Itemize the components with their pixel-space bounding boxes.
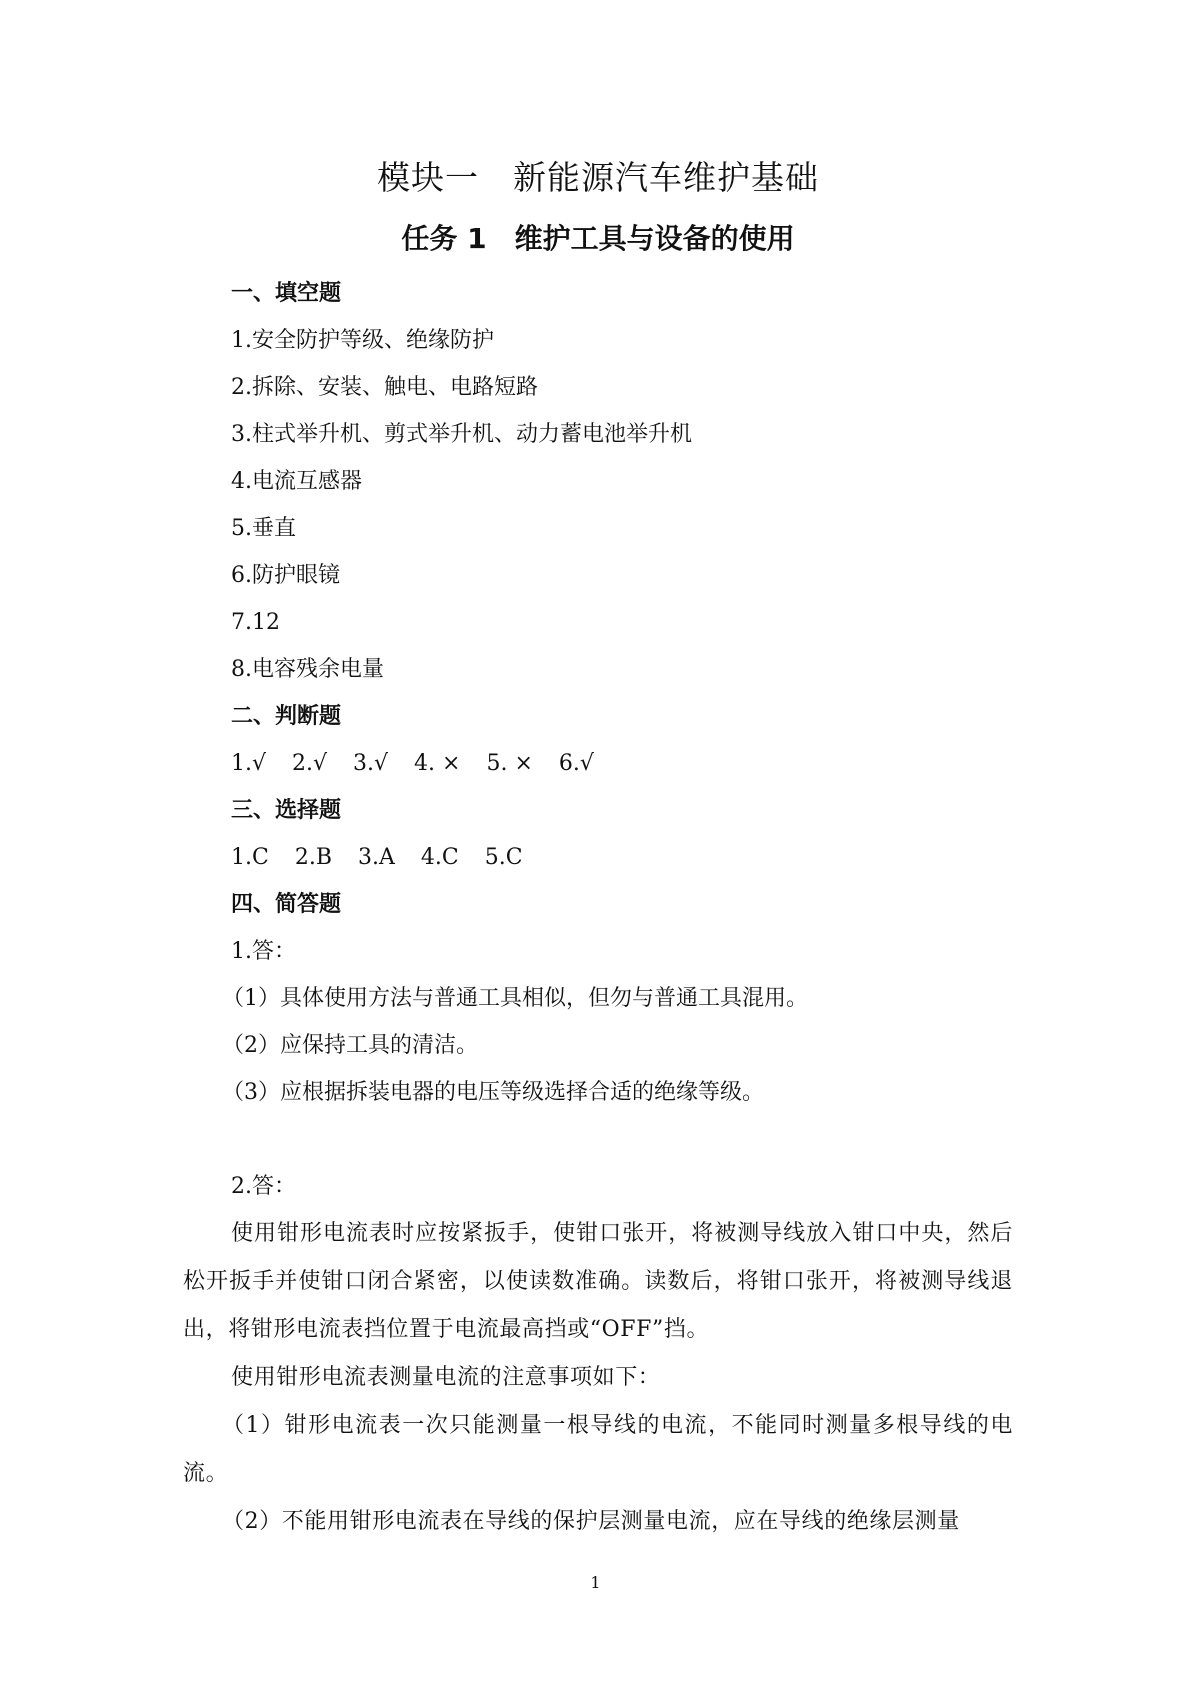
answer-list <box>183 740 1013 787</box>
answer-paragraph: 使用钳形电流表测量电流的注意事项如下： <box>231 1365 661 1390</box>
answer-line: 5.垂直 <box>231 516 296 541</box>
answer-item: 6.√ <box>558 751 594 776</box>
answer-item: 2.B <box>294 845 332 870</box>
page-number: 1 <box>590 1573 601 1592</box>
section-heading: 二、判断题 <box>231 704 342 729</box>
section-heading: 四、简答题 <box>231 892 342 917</box>
page-content <box>183 148 1013 1546</box>
answer-list <box>183 834 1013 881</box>
answer-point: （2）应保持工具的清洁。 <box>222 1033 478 1058</box>
task-title: 任务 1 维护工具与设备的使用 <box>401 222 795 255</box>
answer-item: 3.√ <box>353 751 389 776</box>
answer-point: （1）具体使用方法与普通工具相似，但勿与普通工具混用。 <box>222 986 808 1011</box>
module-title: 模块一 新能源汽车维护基础 <box>377 158 819 197</box>
answer-line: 7.12 <box>231 610 280 635</box>
blank-spacer <box>183 1116 1013 1163</box>
answer-item: 1.√ <box>231 751 267 776</box>
answer-line: 6.防护眼镜 <box>231 563 340 588</box>
fill-blank-section <box>183 270 1013 693</box>
section-heading: 一、填空题 <box>231 281 342 306</box>
answer-item: 2.√ <box>292 751 328 776</box>
answer-item: 1.C <box>231 845 269 870</box>
answer-point: （2）不能用钳形电流表在导线的保护层测量电流，应在导线的绝缘层测量 <box>222 1509 960 1534</box>
section-heading: 三、选择题 <box>231 798 342 823</box>
answer-line: 2.拆除、安装、触电、电路短路 <box>231 375 538 400</box>
question-label: 1.答： <box>231 939 296 964</box>
question-label: 2.答： <box>231 1174 296 1199</box>
answer-line: 3.柱式举升机、剪式举升机、动力蓄电池举升机 <box>231 422 692 447</box>
answer-line: 4.电流互感器 <box>231 469 362 494</box>
choice-section <box>183 787 1013 881</box>
answer-item: 5.C <box>484 845 523 870</box>
answer-item: 3.A <box>358 845 395 870</box>
answer-item: 5. × <box>486 751 533 776</box>
answer-point: （1）钳形电流表一次只能测量一根导线的电流，不能同时测量多根导线的电流。 <box>183 1413 1013 1486</box>
answer-line: 8.电容残余电量 <box>231 657 384 682</box>
answer-item: 4.C <box>420 845 459 870</box>
answer-line: 1.安全防护等级、绝缘防护 <box>231 328 494 353</box>
true-false-section <box>183 693 1013 787</box>
answer-point: （3）应根据拆装电器的电压等级选择合适的绝缘等级。 <box>222 1080 764 1105</box>
answer-item: 4. × <box>414 751 461 776</box>
answer-paragraph: 使用钳形电流表时应按紧扳手，使钳口张开，将被测导线放入钳口中央，然后松开扳手并使钳口闭合紧密，以使读数准确。读数后，将钳口张开，将被测导线退出，将钳形电流表挡位置于电流最高挡或“OFF”挡。 <box>183 1221 1013 1342</box>
short-answer-section <box>183 881 1013 1546</box>
